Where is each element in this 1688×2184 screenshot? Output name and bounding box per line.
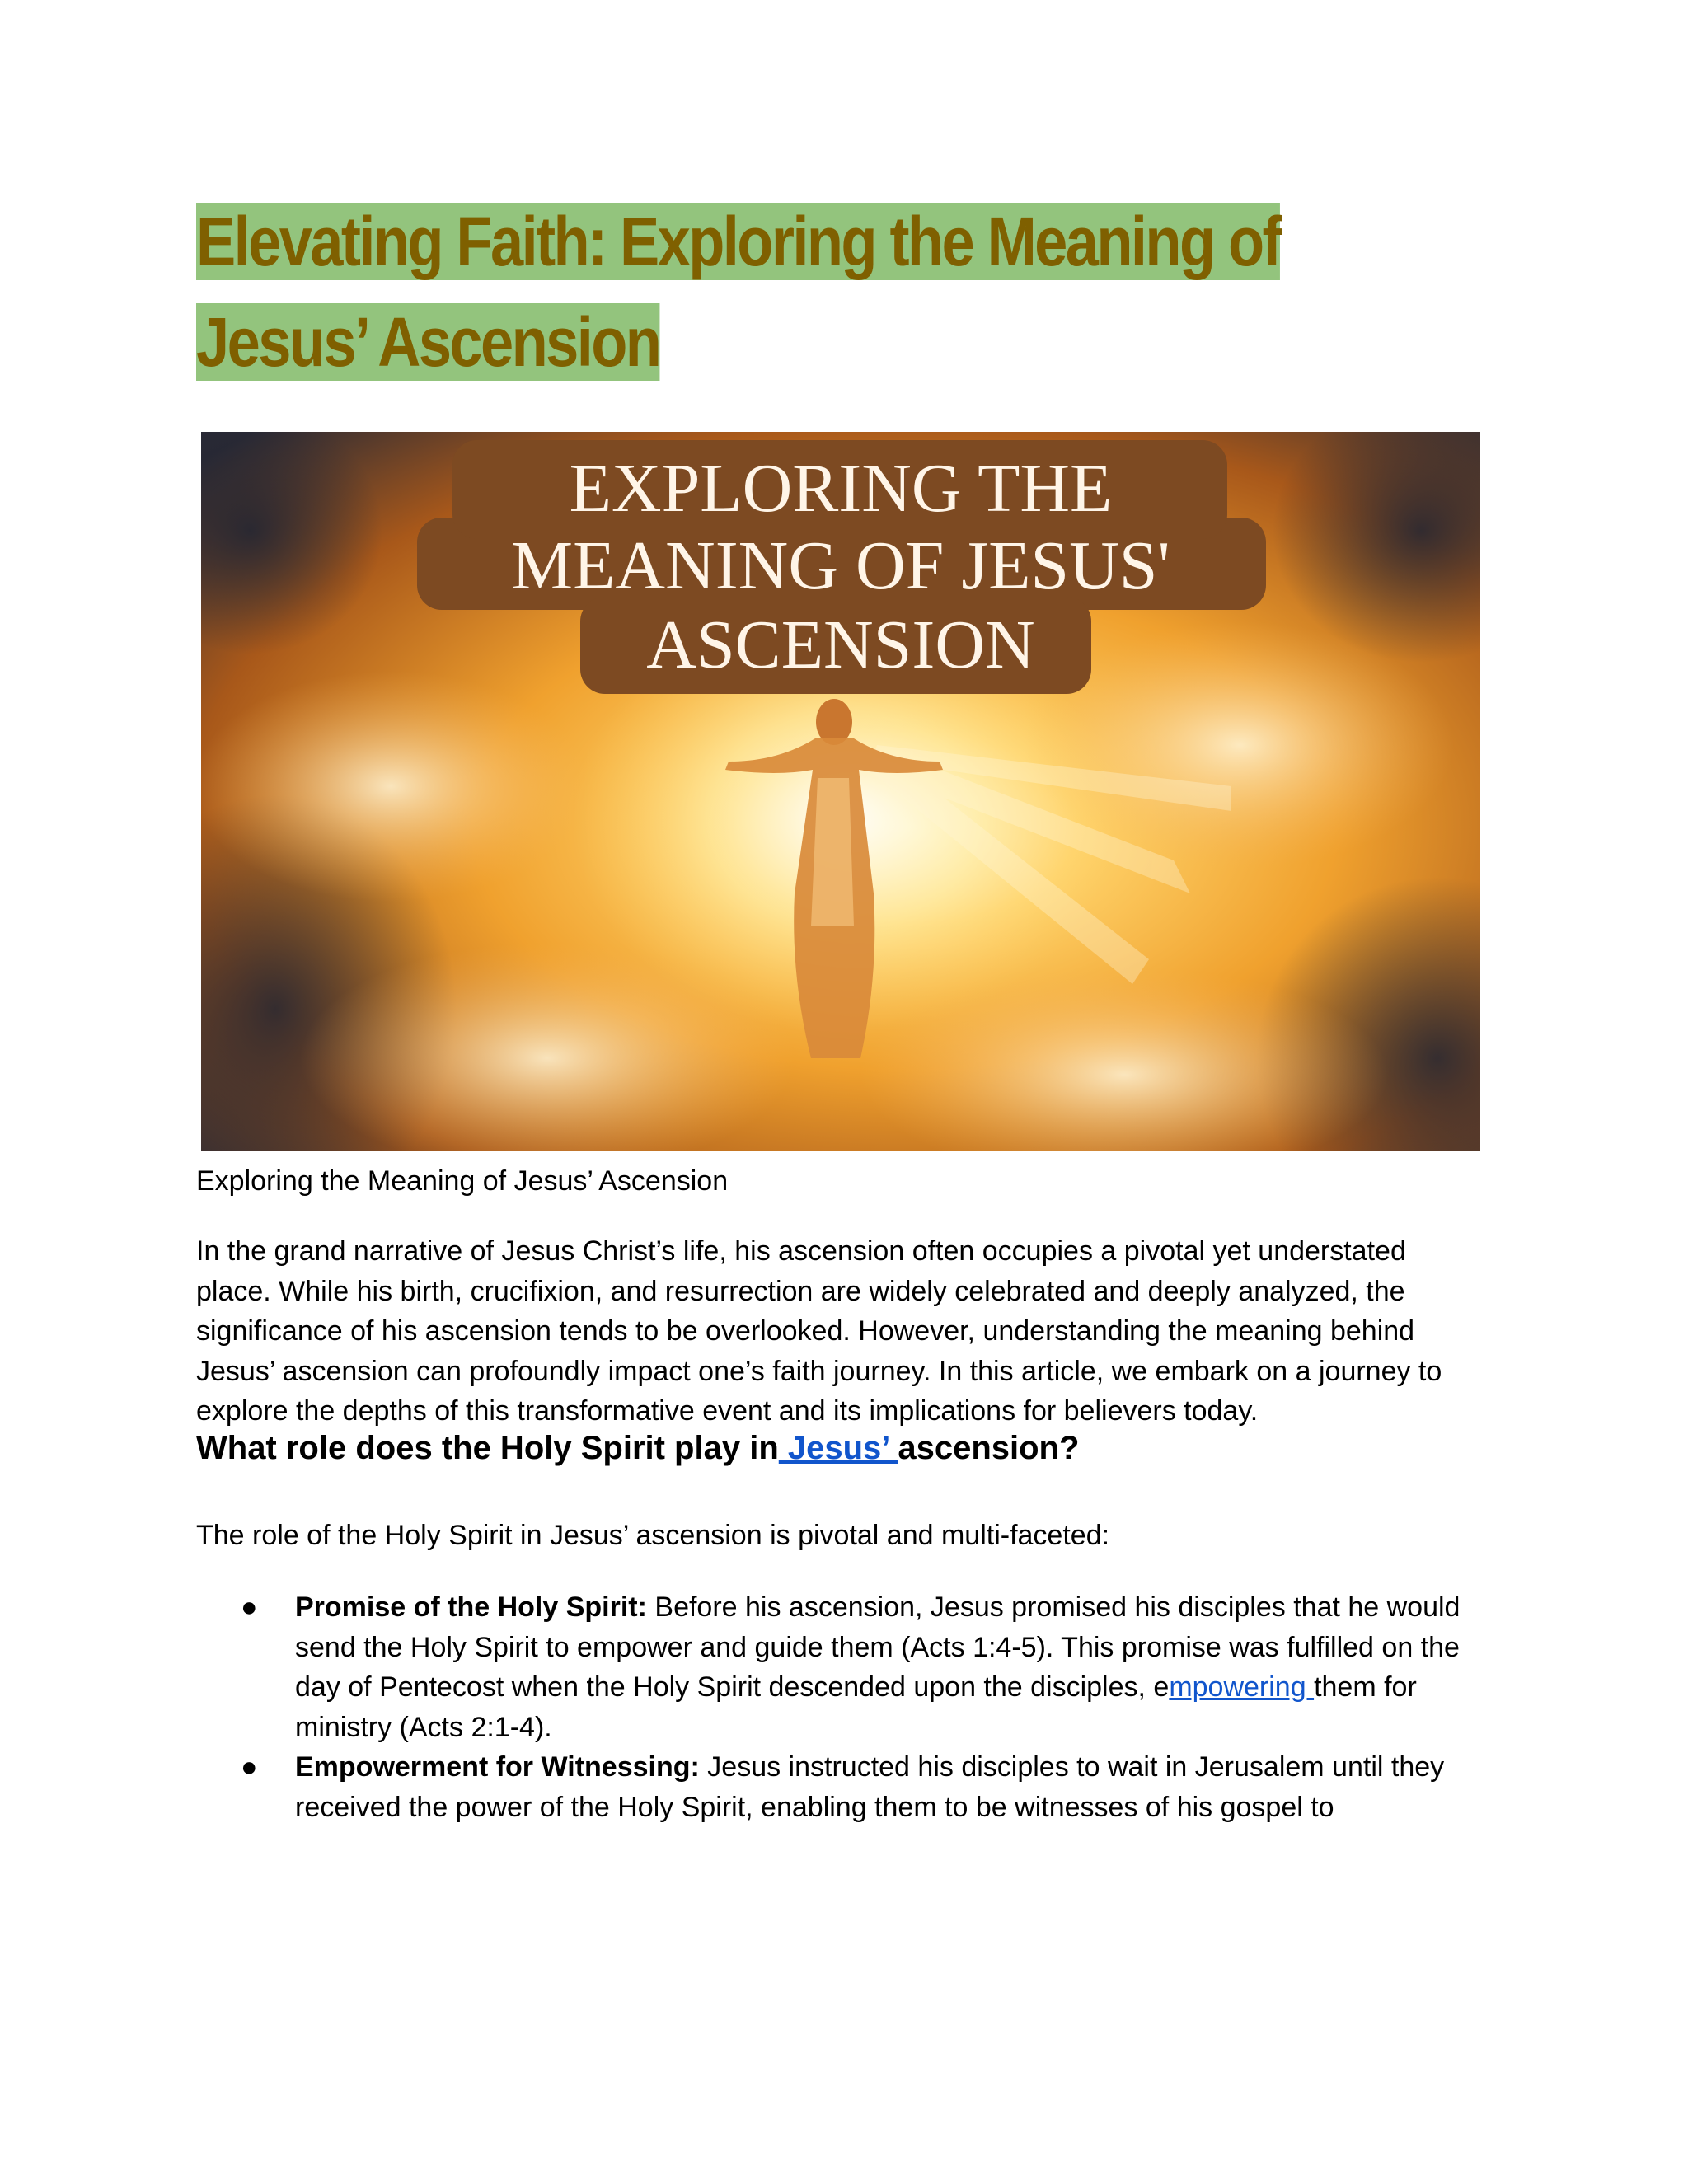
heading-text-before: What role does the Holy Spirit play in [196, 1430, 779, 1466]
banner-line-1: EXPLORING THE [569, 450, 1113, 527]
bullet-bold-label: Promise of the Holy Spirit: [295, 1591, 647, 1623]
document-page [196, 191, 1482, 1823]
title-line-1: Elevating Faith: Exploring the Meaning of [196, 203, 1281, 280]
banner-line-3: ASCENSION [646, 607, 1035, 683]
section-heading [196, 1427, 1079, 1469]
section-intro: The role of the Holy Spirit in Jesus’ ascension is pivotal and multi-faceted: [196, 1520, 1110, 1551]
intro-paragraph: In the grand narrative of Jesus Christ’s life, his ascension often occupies a pivotal yet understated place. While his birth, crucifixion, and resurrection are widely celebrated and deeply analyzed, the significance of his ascension tends to be overlooked. However, understanding the meaning behind Jesus’ ascension can profoundly impact one’s faith journey. In this article, we embark on a journey to explore the depths of this transformative event and its implications for believers today. [196, 1235, 1442, 1427]
list-item [196, 1747, 1482, 1827]
jesus-link[interactable]: Jesus’ [778, 1430, 898, 1466]
bullet-bold-label: Empowerment for Witnessing: [295, 1751, 700, 1783]
bullet-icon: ● [241, 1751, 258, 1783]
empowering-link[interactable]: mpowering [1169, 1671, 1315, 1703]
bullet-text: Jesus instructed his disciples to wait in Jerusalem until they received the power of the Holy Spirit, enabling them to be witnesses of his gospel to [295, 1751, 1445, 1823]
bullet-list [196, 1587, 1482, 1827]
title-line-2: Jesus’ Ascension [196, 303, 660, 381]
hero-image [201, 432, 1480, 1151]
page-title [196, 191, 1472, 392]
bullet-icon: ● [241, 1591, 258, 1623]
list-item [196, 1587, 1482, 1747]
bullet-text: Before his ascension, Jesus promised his disciples that he would send the Holy Spirit to empower and guide them (Acts 1:4-5). This promise was fulfilled on the day of Pentecost when the Holy Spirit descended upon the disciples, e [295, 1591, 1461, 1703]
heading-text-after: ascension? [898, 1430, 1080, 1466]
banner-line-2: MEANING OF JESUS' [511, 527, 1170, 604]
bullet-text-after: them for ministry (Acts 2:1-4). [295, 1671, 1417, 1743]
image-caption: Exploring the Meaning of Jesus’ Ascension [196, 1165, 729, 1197]
